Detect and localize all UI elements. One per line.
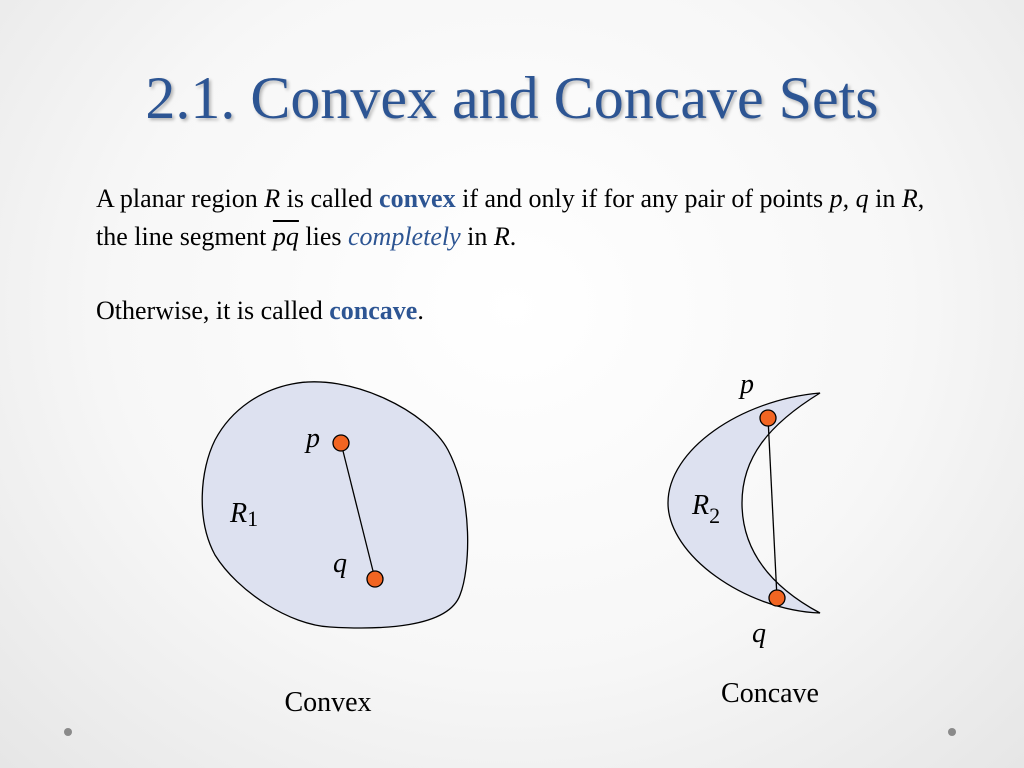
otherwise-text-1: Otherwise, it is called: [96, 296, 330, 325]
concave-label-q: q: [752, 618, 766, 649]
def-region-R: R: [264, 184, 281, 213]
term-concave: concave: [329, 296, 418, 325]
concave-point-q: [769, 590, 785, 606]
def-text-7: in: [460, 222, 494, 251]
concave-label-p: p: [740, 369, 754, 400]
convex-point-q: [367, 571, 383, 587]
concave-caption: Concave: [721, 678, 819, 709]
slide-corner-dot-right: [948, 728, 956, 736]
otherwise-text-2: .: [417, 296, 424, 325]
convex-point-p: [333, 435, 349, 451]
convex-caption: Convex: [284, 687, 372, 718]
concave-region-subscript: 2: [709, 503, 721, 528]
term-convex: convex: [379, 184, 456, 213]
concave-point-p: [760, 410, 776, 426]
convex-label-q: q: [333, 548, 347, 579]
slide-title: 2.1. Convex and Concave Sets: [145, 65, 879, 131]
def-text-2: is called: [280, 184, 380, 213]
concave-segment-pq: [768, 418, 777, 598]
def-text-4: in: [868, 184, 902, 213]
def-text-5: , the line segment: [96, 184, 925, 251]
concave-region-letter: R: [692, 490, 710, 521]
def-points-pq: p, q: [829, 184, 869, 213]
convex-region-subscript: 1: [247, 506, 259, 531]
convex-label-p: p: [306, 423, 320, 454]
def-text-8: .: [509, 222, 517, 251]
segment-pq: $\overline{pq}$: [272, 222, 299, 251]
term-completely: completely: [348, 222, 461, 251]
slide-corner-dot-left: [64, 728, 72, 736]
def-text-3: if and only if for any pair of points: [455, 184, 830, 213]
def-region-R-2: R: [901, 184, 918, 213]
def-text-6: lies: [298, 222, 349, 251]
concave-region-shape: [668, 393, 820, 613]
convex-region-letter: R: [230, 498, 248, 529]
def-text-1: A planar region: [96, 184, 265, 213]
def-region-R-3: R: [493, 222, 510, 251]
